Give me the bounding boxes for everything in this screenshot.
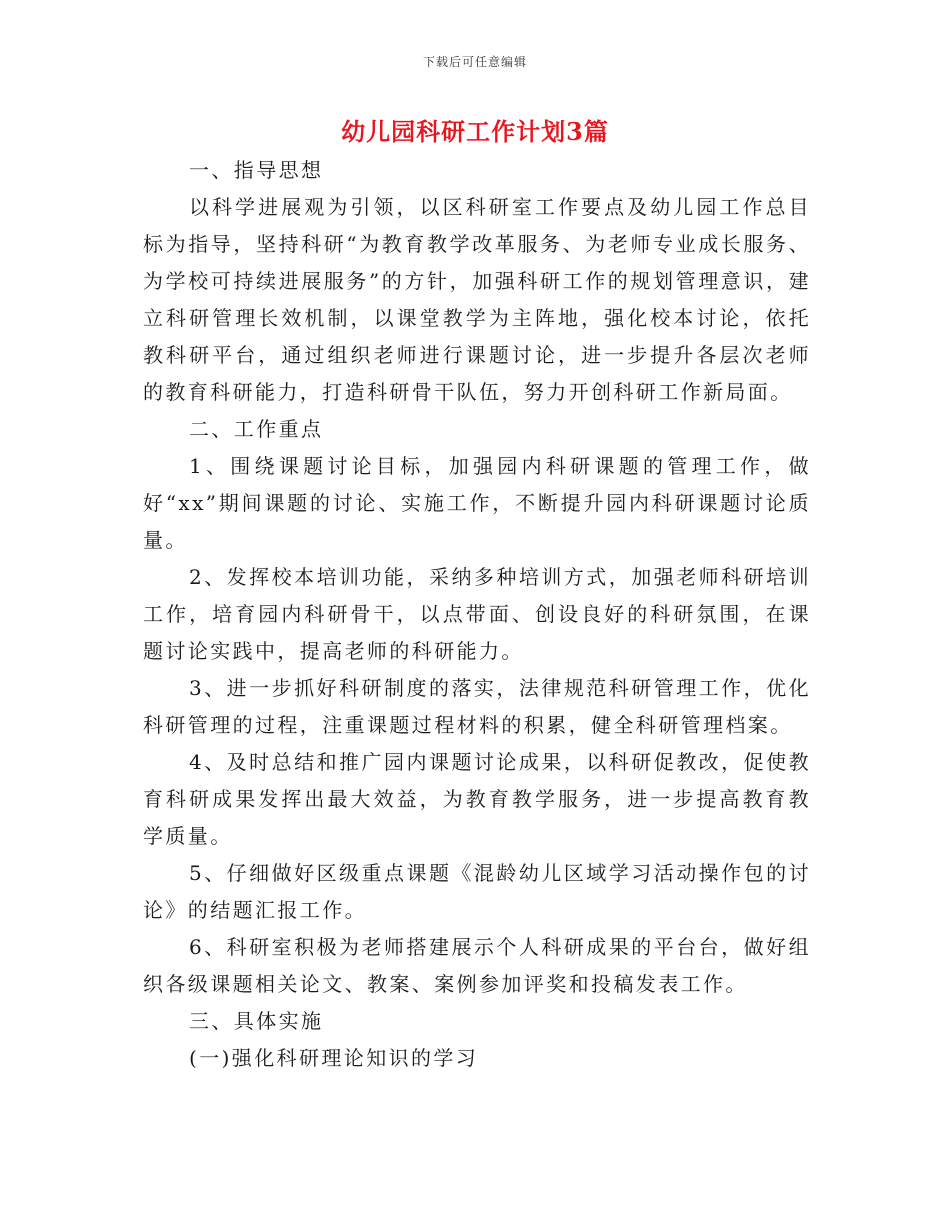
section-heading-implementation: 三、具体实施 [189,1009,324,1033]
list-item-work-focus-2: 2、发挥校本培训功能，采纳多种培训方式，加强老师科研培训工作，培育园内科研骨干，以点带面、创设良好的科研氛围，在课题讨论实践中，提高老师的科研能力。 [143,565,811,663]
document-body [143,152,811,1077]
header-note: 下载后可任意编辑 [422,55,527,69]
list-item-work-focus-1: 1、围绕课题讨论目标，加强园内科研课题的管理工作，做好“xx”期间课题的讨论、实施工作，不断提升园内科研课题讨论质量。 [143,454,811,552]
paragraph-guiding-ideology: 以科学进展观为引领，以区科研室工作要点及幼儿园工作总目标为指导，坚持科研“为教育教学改革服务、为老师专业成长服务、为学校可持续进展服务”的方针，加强科研工作的规划管理意识，建立科研管理长效机制，以课堂教学为主阵地，强化校本讨论，依托教科研平台，通过组织老师进行课题讨论，进一步提升各层次老师的教育科研能力，打造科研骨干队伍，努力开创科研工作新局面。 [143,195,811,404]
list-item-work-focus-3: 3、进一步抓好科研制度的落实，法律规范科研管理工作，优化科研管理的过程，注重课题过程材料的积累，健全科研管理档案。 [143,676,811,737]
section-heading-guiding-ideology: 一、指导思想 [189,158,324,182]
section-heading-work-focus: 二、工作重点 [189,417,324,441]
list-item-work-focus-4: 4、及时总结和推广园内课题讨论成果，以科研促教改，促使教育科研成果发挥出最大效益，为教育教学服务，进一步提高教育教学质量。 [143,750,811,848]
list-item-work-focus-6: 6、科研室积极为老师搭建展示个人科研成果的平台台，做好组织各级课题相关论文、教案、案例参加评奖和投稿发表工作。 [143,935,811,996]
subsection-heading-theory-study: (一)强化科研理论知识的学习 [189,1046,479,1070]
document-title: 幼儿园科研工作计划3篇 [341,117,609,146]
list-item-work-focus-5: 5、仔细做好区级重点课题《混龄幼儿区域学习活动操作包的讨论》的结题汇报工作。 [143,861,811,922]
